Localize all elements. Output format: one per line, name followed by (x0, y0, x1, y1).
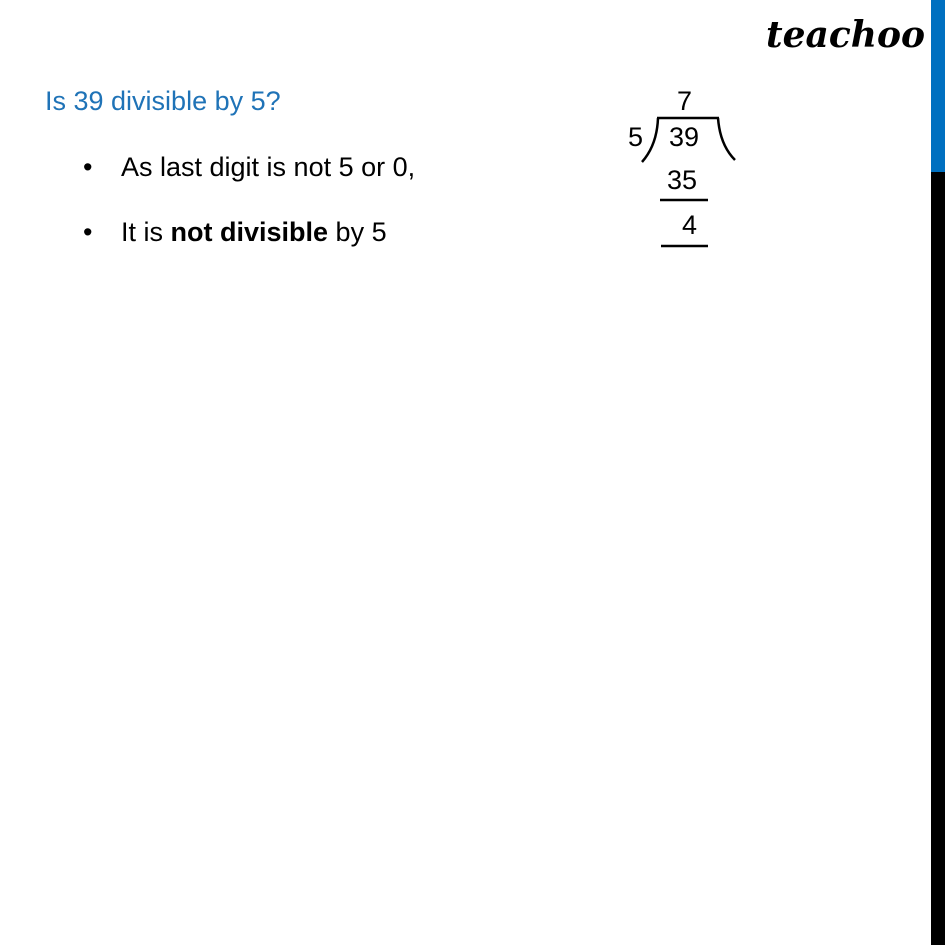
quotient: 7 (677, 86, 693, 116)
remainder: 4 (682, 210, 698, 240)
bullet-text-pre: It is (121, 217, 171, 247)
dividend: 39 (669, 122, 700, 152)
bullet-text-post: by 5 (328, 217, 387, 247)
bullet-text: As last digit is not 5 or 0, (121, 152, 416, 182)
teachoo-logo: teachoo (766, 14, 925, 56)
bullet-marker: • (83, 152, 93, 182)
product: 35 (667, 165, 698, 195)
bullet-text-bold: not divisible (170, 217, 329, 247)
bullet-marker: • (83, 217, 93, 247)
question-heading: Is 39 divisible by 5? (45, 86, 281, 116)
divisor: 5 (628, 122, 644, 152)
